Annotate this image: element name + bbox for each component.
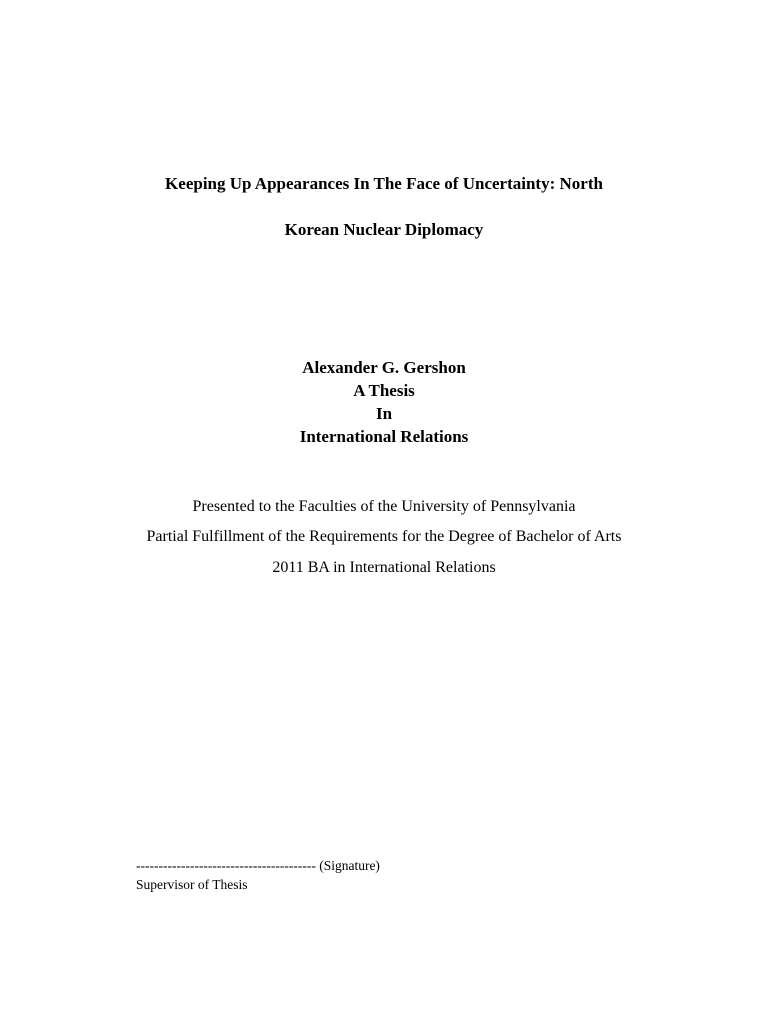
presented-line-1: Presented to the Faculties of the University of Pennsylvania xyxy=(192,498,576,515)
supervisor-label: Supervisor of Thesis xyxy=(136,877,248,892)
presented-line-3: 2011 BA in International Relations xyxy=(272,559,496,576)
title-line-2: Korean Nuclear Diplomacy xyxy=(284,220,484,239)
signature-line: ---------------------------------------- (Signature) xyxy=(136,858,380,873)
in-label: In xyxy=(375,404,393,423)
title-line-1: Keeping Up Appearances In The Face of Uncertainty: North xyxy=(165,174,603,193)
field-of-study: International Relations xyxy=(299,427,469,446)
author-name: Alexander G. Gershon xyxy=(302,358,466,377)
work-type: A Thesis xyxy=(353,381,415,400)
presented-line-2: Partial Fulfillment of the Requirements for the Degree of Bachelor of Arts xyxy=(146,528,622,545)
